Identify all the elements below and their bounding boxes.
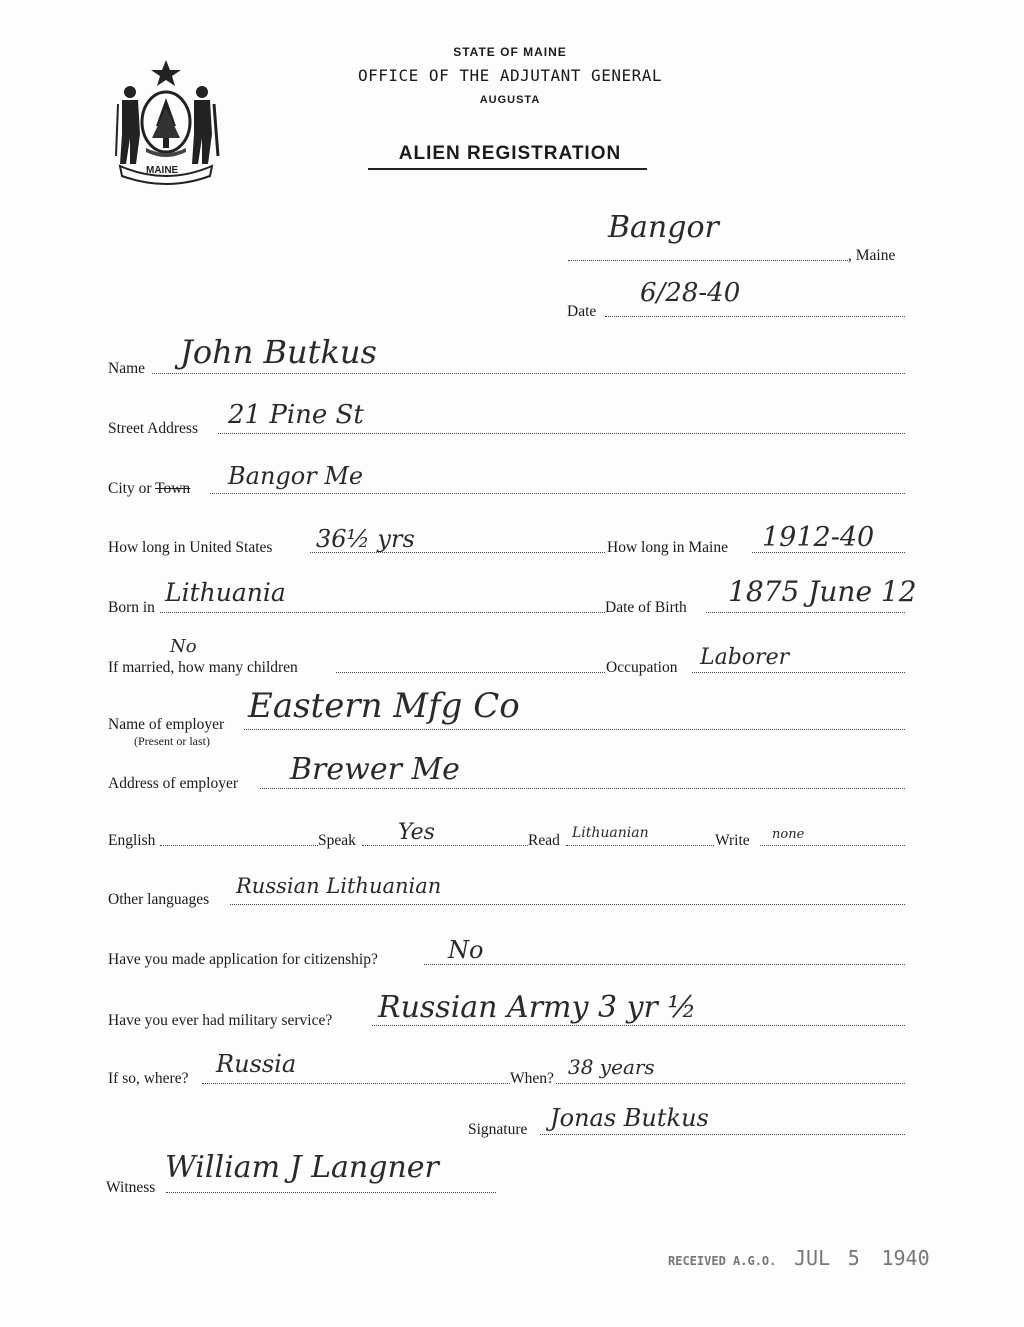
children-value: No [170, 636, 197, 657]
date-value: 6/28-40 [640, 278, 741, 308]
signature-value: Jonas Butkus [550, 1104, 709, 1132]
city-label [108, 480, 190, 498]
location-value: Bangor [608, 210, 719, 245]
where-label: If so, where? [108, 1070, 189, 1087]
where-value: Russia [216, 1050, 297, 1078]
form-title: ALIEN REGISTRATION [398, 143, 622, 164]
stamp-day: 5 [847, 1246, 860, 1270]
date-label: Date [567, 303, 597, 320]
stamp-year: 1940 [881, 1246, 930, 1270]
location-label: , Maine [848, 247, 896, 264]
employer-sublabel: (Present or last) [134, 734, 210, 748]
us-years-value: 36½ yrs [316, 525, 415, 553]
other-languages-label: Other languages [108, 891, 210, 908]
born-label: Born in [108, 599, 155, 616]
military-label: Have you ever had military service? [108, 1012, 333, 1029]
name-value: John Butkus [180, 333, 377, 371]
when-label: When? [510, 1070, 554, 1087]
header-office: OFFICE OF THE ADJUTANT GENERAL [358, 66, 662, 85]
witness-value: William J Langner [165, 1150, 439, 1185]
employer-address-label: Address of employer [108, 775, 238, 792]
received-stamp [668, 1246, 930, 1270]
read-label: Read [528, 832, 560, 849]
street-value: 21 Pine St [228, 400, 364, 430]
born-value: Lithuania [165, 578, 286, 607]
city-value: Bangor Me [228, 462, 364, 490]
state-seal [110, 56, 222, 188]
name-label: Name [108, 360, 146, 377]
occupation-value: Laborer [700, 645, 790, 670]
write-value: none [772, 827, 805, 842]
maine-years-label: How long in Maine [607, 539, 728, 556]
write-label: Write [715, 832, 750, 849]
title-underline [368, 168, 647, 170]
dob-value: 1875 June 12 [728, 575, 917, 608]
header-city: AUGUSTA [479, 94, 541, 106]
citizenship-label: Have you made application for citizenship? [108, 951, 378, 968]
city-label-text: City or [108, 480, 156, 497]
citizenship-value: No [448, 936, 484, 964]
stamp-month: JUL [794, 1246, 831, 1270]
dob-label: Date of Birth [605, 599, 687, 616]
city-label-struck: Town [155, 480, 191, 497]
witness-label: Witness [106, 1179, 156, 1196]
speak-label: Speak [318, 832, 356, 849]
street-label: Street Address [108, 420, 198, 437]
employer-value: Eastern Mfg Co [248, 686, 520, 726]
employer-label: Name of employer [108, 716, 225, 733]
us-years-label: How long in United States [108, 539, 273, 556]
when-value: 38 years [568, 1055, 655, 1079]
signature-label: Signature [468, 1121, 528, 1138]
header-state: STATE OF MAINE [453, 45, 567, 59]
english-label: English [108, 832, 156, 849]
employer-address-value: Brewer Me [290, 752, 460, 787]
military-value: Russian Army 3 yr ½ [378, 990, 697, 1025]
children-label: If married, how many children [108, 659, 298, 676]
speak-value: Yes [398, 820, 435, 845]
read-value: Lithuanian [572, 825, 649, 841]
maine-years-value: 1912-40 [762, 522, 875, 553]
occupation-label: Occupation [606, 659, 678, 676]
stamp-text: RECEIVED A.G.O. [668, 1254, 777, 1268]
seal-label: MAINE [146, 165, 179, 176]
other-languages-value: Russian Lithuanian [236, 874, 442, 898]
